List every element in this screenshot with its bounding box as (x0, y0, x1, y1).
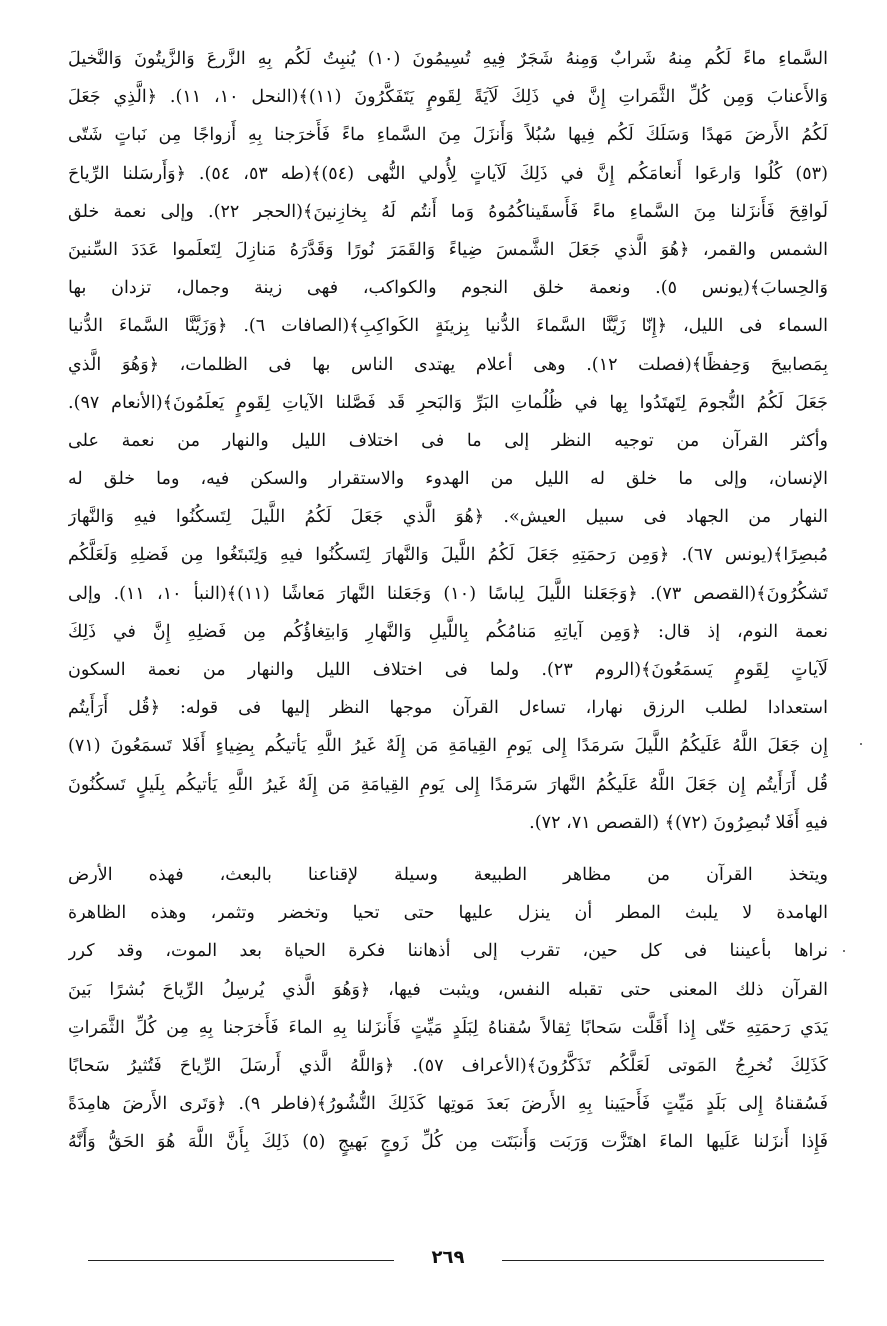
text-line: النهار من الجهاد فى سبيل العيش». ﴿هُوَ الَّذي جَعَلَ لَكُمُ اللَّيلَ لِتَسكُنُوا فيهِ وَالنَّهارَ (68, 507, 828, 528)
text-line: بِمَصابيحَ وَحِفظًا﴾(فصلت ١٢). وهى أعلام يهتدى الناس بها فى الظلمات، ﴿وَهُوَ الَّذي (68, 354, 828, 375)
text-line: تَشكُرُونَ﴾(القصص ٧٣). ﴿وَجَعَلنا اللَّيلَ لِباسًا (١٠) وَجَعَلنا النَّهارَ مَعاشًا (١١)﴾(النبأ ١٠، ١١). وإلى (68, 583, 828, 604)
text-line: لَآياتٍ لِقَومٍ يَسمَعُونَ﴾(الروم ٢٣). ولما فى اختلاف الليل والنهار من نعمة السكون (68, 660, 828, 680)
text-line: وأكثر القرآن من توجيه النظر إلى ما فى اختلاف الليل والنهار من نعمة على (68, 430, 828, 451)
text-line: (٥٣) كُلُوا وَارعَوا أَنعامَكُم إِنَّ في ذَلِكَ لَآياتٍ لِأُولي النُّهى (٥٤)﴾(طه ٥٣، ٥٤). ﴿وَأَرسَلنا الرِّياحَ (68, 163, 828, 184)
text-line: استعدادا لطلب الرزق نهارا، تساءل القرآن موجها النظر إليها فى قوله: ﴿قُل أَرَأَيتُم (68, 698, 828, 719)
text-line: فَسُقناهُ إِلى بَلَدٍ مَيِّتٍ فَأَحيَينا بِهِ الأَرضَ بَعدَ مَوتِها كَذَلِكَ النُّشُورُ﴾(فاطر ٩). ﴿وَتَرى الأَرضَ هامِدَةً (68, 1094, 828, 1115)
text-line: القرآن ذلك المعنى حتى تقبله النفس، ويثبت فيها، ﴿وَهُوَ الَّذي يُرسِلُ الرِّياحَ بُشرًا بَينَ (68, 979, 828, 1000)
text-line: قُل أَرَأَيتُم إِن جَعَلَ اللَّهُ عَلَيكُمُ النَّهارَ سَرمَدًا إِلى يَومِ القِيامَةِ مَن إِلَهٌ غَيرُ اللَّهِ يَأتيكُم بِلَيلٍ تَسكُنُونَ (68, 774, 828, 795)
footer-divider-left (88, 1260, 394, 1261)
text-line: نراها بأعيننا فى كل حين، تقرب إلى أذهاننا فكرة الحياة بعد الموت، وقد كرر (68, 941, 828, 962)
text-line: يَدَي رَحمَتِهِ حَتّى إِذا أَقَلَّت سَحابًا ثِقالاً سُقناهُ لِبَلَدٍ مَيِّتٍ فَأَنزَلنا بِهِ الماءَ فَأَخرَجنا بِهِ مِن كُلِّ الثَّمَراتِ (68, 1017, 828, 1038)
text-line: السماء فى الليل، ﴿إِنّا زَيَّنَّا السَّماءَ الدُّنيا بِزينَةٍ الكَواكِبِ﴾(الصافات ٦). ﴿وَزَيَّنَّا السَّماءَ الدُّنيا (68, 316, 828, 337)
text-line: فيهِ أَفَلا تُبصِرُونَ (٧٢)﴾ (القصص ٧١، ٧٢). (529, 812, 828, 833)
page-number: ٢٦٩ (431, 1247, 465, 1268)
footer-divider-right (502, 1260, 824, 1261)
text-line: الشمس والقمر، ﴿هُوَ الَّذي جَعَلَ الشَّمسَ ضِياءً وَالقَمَرَ نُورًا وَقَدَّرَهُ مَنازِلَ لِتَعلَموا عَدَدَ السِّنينَ (68, 239, 828, 260)
text-line: وَالحِسابَ﴾(يونس ٥). ونعمة خلق النجوم والكواكب، فهى زينة وجمال، تزدان بها (68, 278, 828, 299)
text-line: الهامدة لا يلبث المطر أن ينزل عليها حتى تحيا وتخضر وتثمر، وهذه الظاهرة (68, 903, 828, 924)
text-line: جَعَلَ لَكُمُ النُّجومَ لِتَهتَدُوا بِها في ظُلُماتِ البَرِّ وَالبَحرِ قَد فَصَّلنا الآياتِ لِقَومٍ يَعلَمُونَ﴾(الأنعام ٩٧). (68, 392, 828, 413)
scan-speck (843, 950, 845, 952)
scan-speck (860, 743, 862, 745)
text-line: وَالأَعنابَ وَمِن كُلِّ الثَّمَراتِ إِنَّ في ذَلِكَ لَآيَةً لِقَومٍ يَتَفَكَّرُونَ (١١)﴾(النحل ١٠، ١١). ﴿الَّذِي جَعَلَ (68, 87, 828, 108)
text-line: إِن جَعَلَ اللَّهُ عَلَيكُمُ اللَّيلَ سَرمَدًا إِلى يَومِ القِيامَةِ مَن إِلَهٌ غَيرُ اللَّهِ يَأتيكُم بِضِياءٍ أَفَلا تَسمَعُونَ (٧١) (68, 736, 828, 757)
text-line: الإنسان، وإلى ما خلق له الليل من الهدوء والاستقرار والسكن فيه، وما خلق له (68, 469, 828, 490)
text-line: مُبصِرًا﴾(يونس ٦٧). ﴿وَمِن رَحمَتِهِ جَعَلَ لَكُمُ اللَّيلَ وَالنَّهارَ لِتَسكُنُوا فيهِ وَلِتَبتَغُوا مِن فَضلِهِ وَلَعَلَّكُم (68, 545, 828, 566)
text-line: لَكُمُ الأَرضَ مَهدًا وَسَلَكَ لَكُم فِيها سُبُلاً وَأَنزَلَ مِنَ السَّماءِ ماءً فَأَخرَجنا بِهِ أَزواجًا مِن نَباتٍ شَتّى (68, 125, 828, 146)
text-line: كَذَلِكَ نُخرِجُ المَوتى لَعَلَّكُم تَذَكَّرُونَ﴾(الأعراف ٥٧). ﴿وَاللَّهُ الَّذي أَرسَلَ الرِّياحَ فَتُثيرُ سَحابًا (68, 1055, 828, 1076)
text-line: نعمة النوم، إذ قال: ﴿وَمِن آياتِهِ مَنامُكُم بِاللَّيلِ وَالنَّهارِ وَابتِغاؤُكُم مِن فَضلِهِ إِنَّ في ذَلِكَ (68, 621, 828, 642)
text-line: السَّماءِ ماءً لَكُم مِنهُ شَرابٌ وَمِنهُ شَجَرٌ فِيهِ تُسِيمُونَ (١٠) يُنبِتُ لَكُم بِهِ الزَّرعَ وَالزَّيتُونَ وَالنَّخيلَ (68, 49, 828, 69)
text-line: لَواقِحَ فَأَنزَلنا مِنَ السَّماءِ ماءً فَأَسقَيناكُمُوهُ وَما أَنتُم لَهُ بِخازِنينَ﴾(الحجر ٢٢). وإلى نعمة خلق (68, 201, 828, 222)
text-line: ويتخذ القرآن من مظاهر الطبيعة وسيلة لإقناعنا بالبعث، فهذه الأرض (68, 864, 828, 885)
body-text (68, 40, 828, 1161)
text-line: فَإِذا أَنزَلنا عَلَيها الماءَ اهتَزَّت وَرَبَت وَأَنبَتَت مِن كُلِّ زَوجٍ بَهيجٍ (٥) ذَلِكَ بِأَنَّ اللَّهَ هُوَ الحَقُّ وَأَنَّهُ (68, 1132, 828, 1153)
